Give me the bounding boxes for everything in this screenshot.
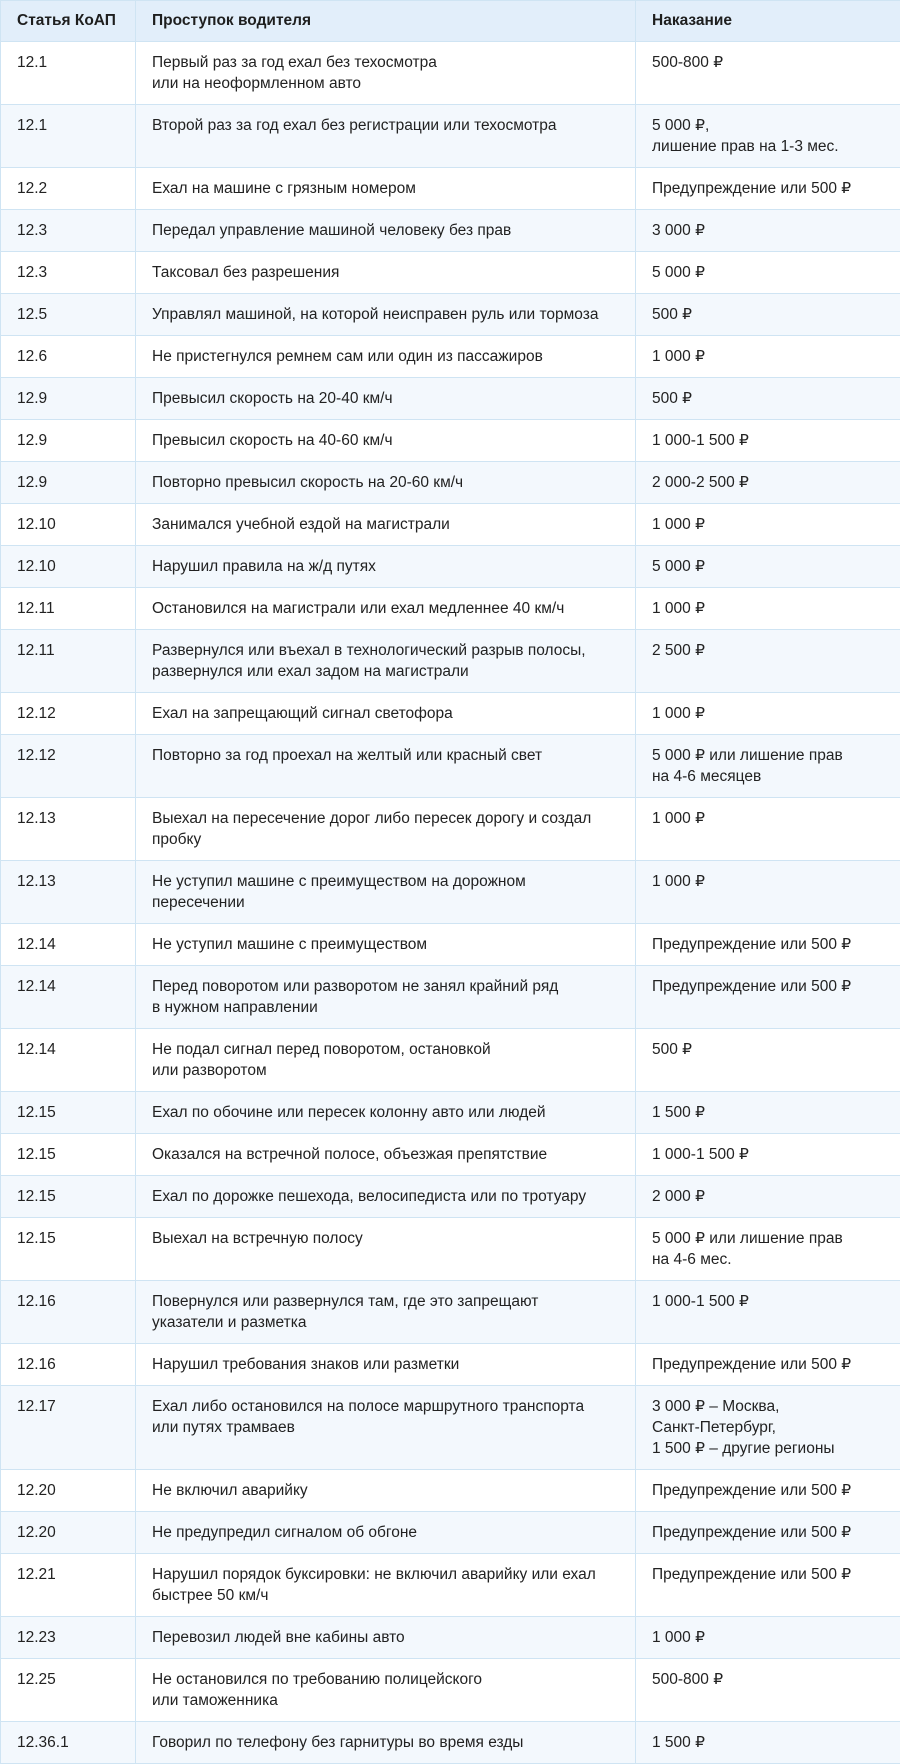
table-row — [1, 1281, 900, 1344]
article-cell: 12.1 — [1, 42, 136, 105]
article-cell: 12.1 — [1, 105, 136, 168]
offense-cell: Не предупредил сигналом об обгоне — [136, 1512, 636, 1554]
article-cell: 12.15 — [1, 1092, 136, 1134]
table-row — [1, 252, 900, 294]
article-cell: 12.11 — [1, 588, 136, 630]
article-cell: 12.23 — [1, 1617, 136, 1659]
article-cell: 12.14 — [1, 1029, 136, 1092]
offense-cell: Ехал по обочине или пересек колонну авто или людей — [136, 1092, 636, 1134]
penalty-cell: 1 000-1 500 ₽ — [636, 420, 900, 462]
offense-cell: Не подал сигнал перед поворотом, остановкой или разворотом — [136, 1029, 636, 1092]
penalty-cell: 2 500 ₽ — [636, 630, 900, 693]
table-row — [1, 924, 900, 966]
penalty-cell: 5 000 ₽ или лишение прав на 4-6 мес. — [636, 1218, 900, 1281]
article-cell: 12.14 — [1, 966, 136, 1029]
article-cell: 12.16 — [1, 1344, 136, 1386]
penalty-cell: Предупреждение или 500 ₽ — [636, 924, 900, 966]
offense-cell: Ехал на запрещающий сигнал светофора — [136, 693, 636, 735]
penalty-cell: 1 000 ₽ — [636, 588, 900, 630]
penalty-cell: 5 000 ₽, лишение прав на 1-3 мес. — [636, 105, 900, 168]
table-row — [1, 966, 900, 1029]
table-row — [1, 630, 900, 693]
penalty-cell: 500-800 ₽ — [636, 1659, 900, 1722]
offense-cell: Управлял машиной, на которой неисправен руль или тормоза — [136, 294, 636, 336]
article-cell: 12.20 — [1, 1512, 136, 1554]
penalty-cell: 2 000-2 500 ₽ — [636, 462, 900, 504]
article-cell: 12.9 — [1, 462, 136, 504]
table-row — [1, 294, 900, 336]
offense-cell: Нарушил требования знаков или разметки — [136, 1344, 636, 1386]
penalty-cell: 1 000 ₽ — [636, 861, 900, 924]
offense-cell: Нарушил порядок буксировки: не включил аварийку или ехал быстрее 50 км/ч — [136, 1554, 636, 1617]
penalty-cell: 3 000 ₽ — [636, 210, 900, 252]
table-row — [1, 1470, 900, 1512]
table-row — [1, 1659, 900, 1722]
penalty-cell: Предупреждение или 500 ₽ — [636, 168, 900, 210]
penalty-cell: 1 000 ₽ — [636, 336, 900, 378]
header-row — [1, 1, 900, 42]
table-row — [1, 546, 900, 588]
table-row — [1, 1554, 900, 1617]
offense-cell: Не включил аварийку — [136, 1470, 636, 1512]
table-row — [1, 42, 900, 105]
offense-cell: Повторно превысил скорость на 20-60 км/ч — [136, 462, 636, 504]
table-row — [1, 588, 900, 630]
article-cell: 12.36.1 — [1, 1722, 136, 1764]
table-row — [1, 1344, 900, 1386]
table-row — [1, 420, 900, 462]
offense-cell: Не уступил машине с преимуществом на дорожном пересечении — [136, 861, 636, 924]
offense-cell: Ехал либо остановился на полосе маршрутного транспорта или путях трамваев — [136, 1386, 636, 1470]
penalty-cell: 1 000 ₽ — [636, 798, 900, 861]
offense-cell: Превысил скорость на 40-60 км/ч — [136, 420, 636, 462]
table-row — [1, 1722, 900, 1764]
offense-cell: Перед поворотом или разворотом не занял крайний ряд в нужном направлении — [136, 966, 636, 1029]
offense-cell: Не пристегнулся ремнем сам или один из пассажиров — [136, 336, 636, 378]
table-row — [1, 378, 900, 420]
penalty-cell: 1 000 ₽ — [636, 693, 900, 735]
table-row — [1, 1386, 900, 1470]
offense-cell: Перевозил людей вне кабины авто — [136, 1617, 636, 1659]
offense-cell: Не уступил машине с преимуществом — [136, 924, 636, 966]
penalty-cell: Предупреждение или 500 ₽ — [636, 966, 900, 1029]
article-cell: 12.15 — [1, 1176, 136, 1218]
offense-cell: Таксовал без разрешения — [136, 252, 636, 294]
penalty-cell: 500 ₽ — [636, 1029, 900, 1092]
penalty-cell: Предупреждение или 500 ₽ — [636, 1470, 900, 1512]
header-article: Статья КоАП — [1, 1, 136, 42]
article-cell: 12.15 — [1, 1218, 136, 1281]
table-row — [1, 1029, 900, 1092]
article-cell: 12.9 — [1, 378, 136, 420]
table-row — [1, 105, 900, 168]
offense-cell: Второй раз за год ехал без регистрации или техосмотра — [136, 105, 636, 168]
table-row — [1, 1134, 900, 1176]
article-cell: 12.13 — [1, 861, 136, 924]
penalty-cell: 5 000 ₽ или лишение прав на 4-6 месяцев — [636, 735, 900, 798]
penalty-cell: 1 000 ₽ — [636, 1617, 900, 1659]
offense-cell: Оказался на встречной полосе, объезжая препятствие — [136, 1134, 636, 1176]
penalty-cell: 1 000-1 500 ₽ — [636, 1134, 900, 1176]
penalty-cell: 2 000 ₽ — [636, 1176, 900, 1218]
offense-cell: Говорил по телефону без гарнитуры во время езды — [136, 1722, 636, 1764]
penalty-cell: 5 000 ₽ — [636, 546, 900, 588]
article-cell: 12.6 — [1, 336, 136, 378]
header-penalty: Наказание — [636, 1, 900, 42]
offense-cell: Остановился на магистрали или ехал медленнее 40 км/ч — [136, 588, 636, 630]
article-cell: 12.9 — [1, 420, 136, 462]
article-cell: 12.12 — [1, 735, 136, 798]
penalty-cell: 1 500 ₽ — [636, 1092, 900, 1134]
table-row — [1, 1617, 900, 1659]
table-row — [1, 1512, 900, 1554]
table-row — [1, 798, 900, 861]
article-cell: 12.14 — [1, 924, 136, 966]
penalty-cell: 3 000 ₽ – Москва, Санкт-Петербург, 1 500 ₽ – другие регионы — [636, 1386, 900, 1470]
offense-cell: Передал управление машиной человеку без прав — [136, 210, 636, 252]
offense-cell: Ехал на машине с грязным номером — [136, 168, 636, 210]
article-cell: 12.16 — [1, 1281, 136, 1344]
article-cell: 12.2 — [1, 168, 136, 210]
offense-cell: Повторно за год проехал на желтый или красный свет — [136, 735, 636, 798]
offense-cell: Повернулся или развернулся там, где это запрещают указатели и разметка — [136, 1281, 636, 1344]
table-row — [1, 1092, 900, 1134]
table-row — [1, 693, 900, 735]
table-row — [1, 1176, 900, 1218]
penalty-cell: 5 000 ₽ — [636, 252, 900, 294]
penalty-cell: Предупреждение или 500 ₽ — [636, 1554, 900, 1617]
header-offense: Проступок водителя — [136, 1, 636, 42]
offense-cell: Не остановился по требованию полицейского или таможенника — [136, 1659, 636, 1722]
penalty-cell: Предупреждение или 500 ₽ — [636, 1512, 900, 1554]
offense-cell: Развернулся или въехал в технологический разрыв полосы, развернулся или ехал задом на магистрали — [136, 630, 636, 693]
table-row — [1, 735, 900, 798]
article-cell: 12.3 — [1, 210, 136, 252]
table-row — [1, 210, 900, 252]
article-cell: 12.10 — [1, 546, 136, 588]
penalty-cell: 1 000-1 500 ₽ — [636, 1281, 900, 1344]
offense-cell: Ехал по дорожке пешехода, велосипедиста или по тротуару — [136, 1176, 636, 1218]
article-cell: 12.5 — [1, 294, 136, 336]
penalty-cell: 500 ₽ — [636, 378, 900, 420]
article-cell: 12.12 — [1, 693, 136, 735]
article-cell: 12.11 — [1, 630, 136, 693]
table-row — [1, 1218, 900, 1281]
table-header — [1, 1, 900, 42]
table-row — [1, 168, 900, 210]
penalty-cell: 500 ₽ — [636, 294, 900, 336]
offense-cell: Выехал на пересечение дорог либо пересек дорогу и создал пробку — [136, 798, 636, 861]
table-row — [1, 462, 900, 504]
offense-cell: Нарушил правила на ж/д путях — [136, 546, 636, 588]
article-cell: 12.15 — [1, 1134, 136, 1176]
article-cell: 12.20 — [1, 1470, 136, 1512]
offense-cell: Первый раз за год ехал без техосмотра или на неоформленном авто — [136, 42, 636, 105]
table-row — [1, 861, 900, 924]
offense-cell: Занимался учебной ездой на магистрали — [136, 504, 636, 546]
article-cell: 12.25 — [1, 1659, 136, 1722]
penalty-cell: Предупреждение или 500 ₽ — [636, 1344, 900, 1386]
penalty-cell: 1 500 ₽ — [636, 1722, 900, 1764]
article-cell: 12.21 — [1, 1554, 136, 1617]
table-row — [1, 504, 900, 546]
article-cell: 12.17 — [1, 1386, 136, 1470]
table-body — [1, 42, 900, 1764]
article-cell: 12.10 — [1, 504, 136, 546]
article-cell: 12.13 — [1, 798, 136, 861]
offense-cell: Выехал на встречную полосу — [136, 1218, 636, 1281]
penalty-cell: 500-800 ₽ — [636, 42, 900, 105]
offense-cell: Превысил скорость на 20-40 км/ч — [136, 378, 636, 420]
article-cell: 12.3 — [1, 252, 136, 294]
penalty-cell: 1 000 ₽ — [636, 504, 900, 546]
table-row — [1, 336, 900, 378]
